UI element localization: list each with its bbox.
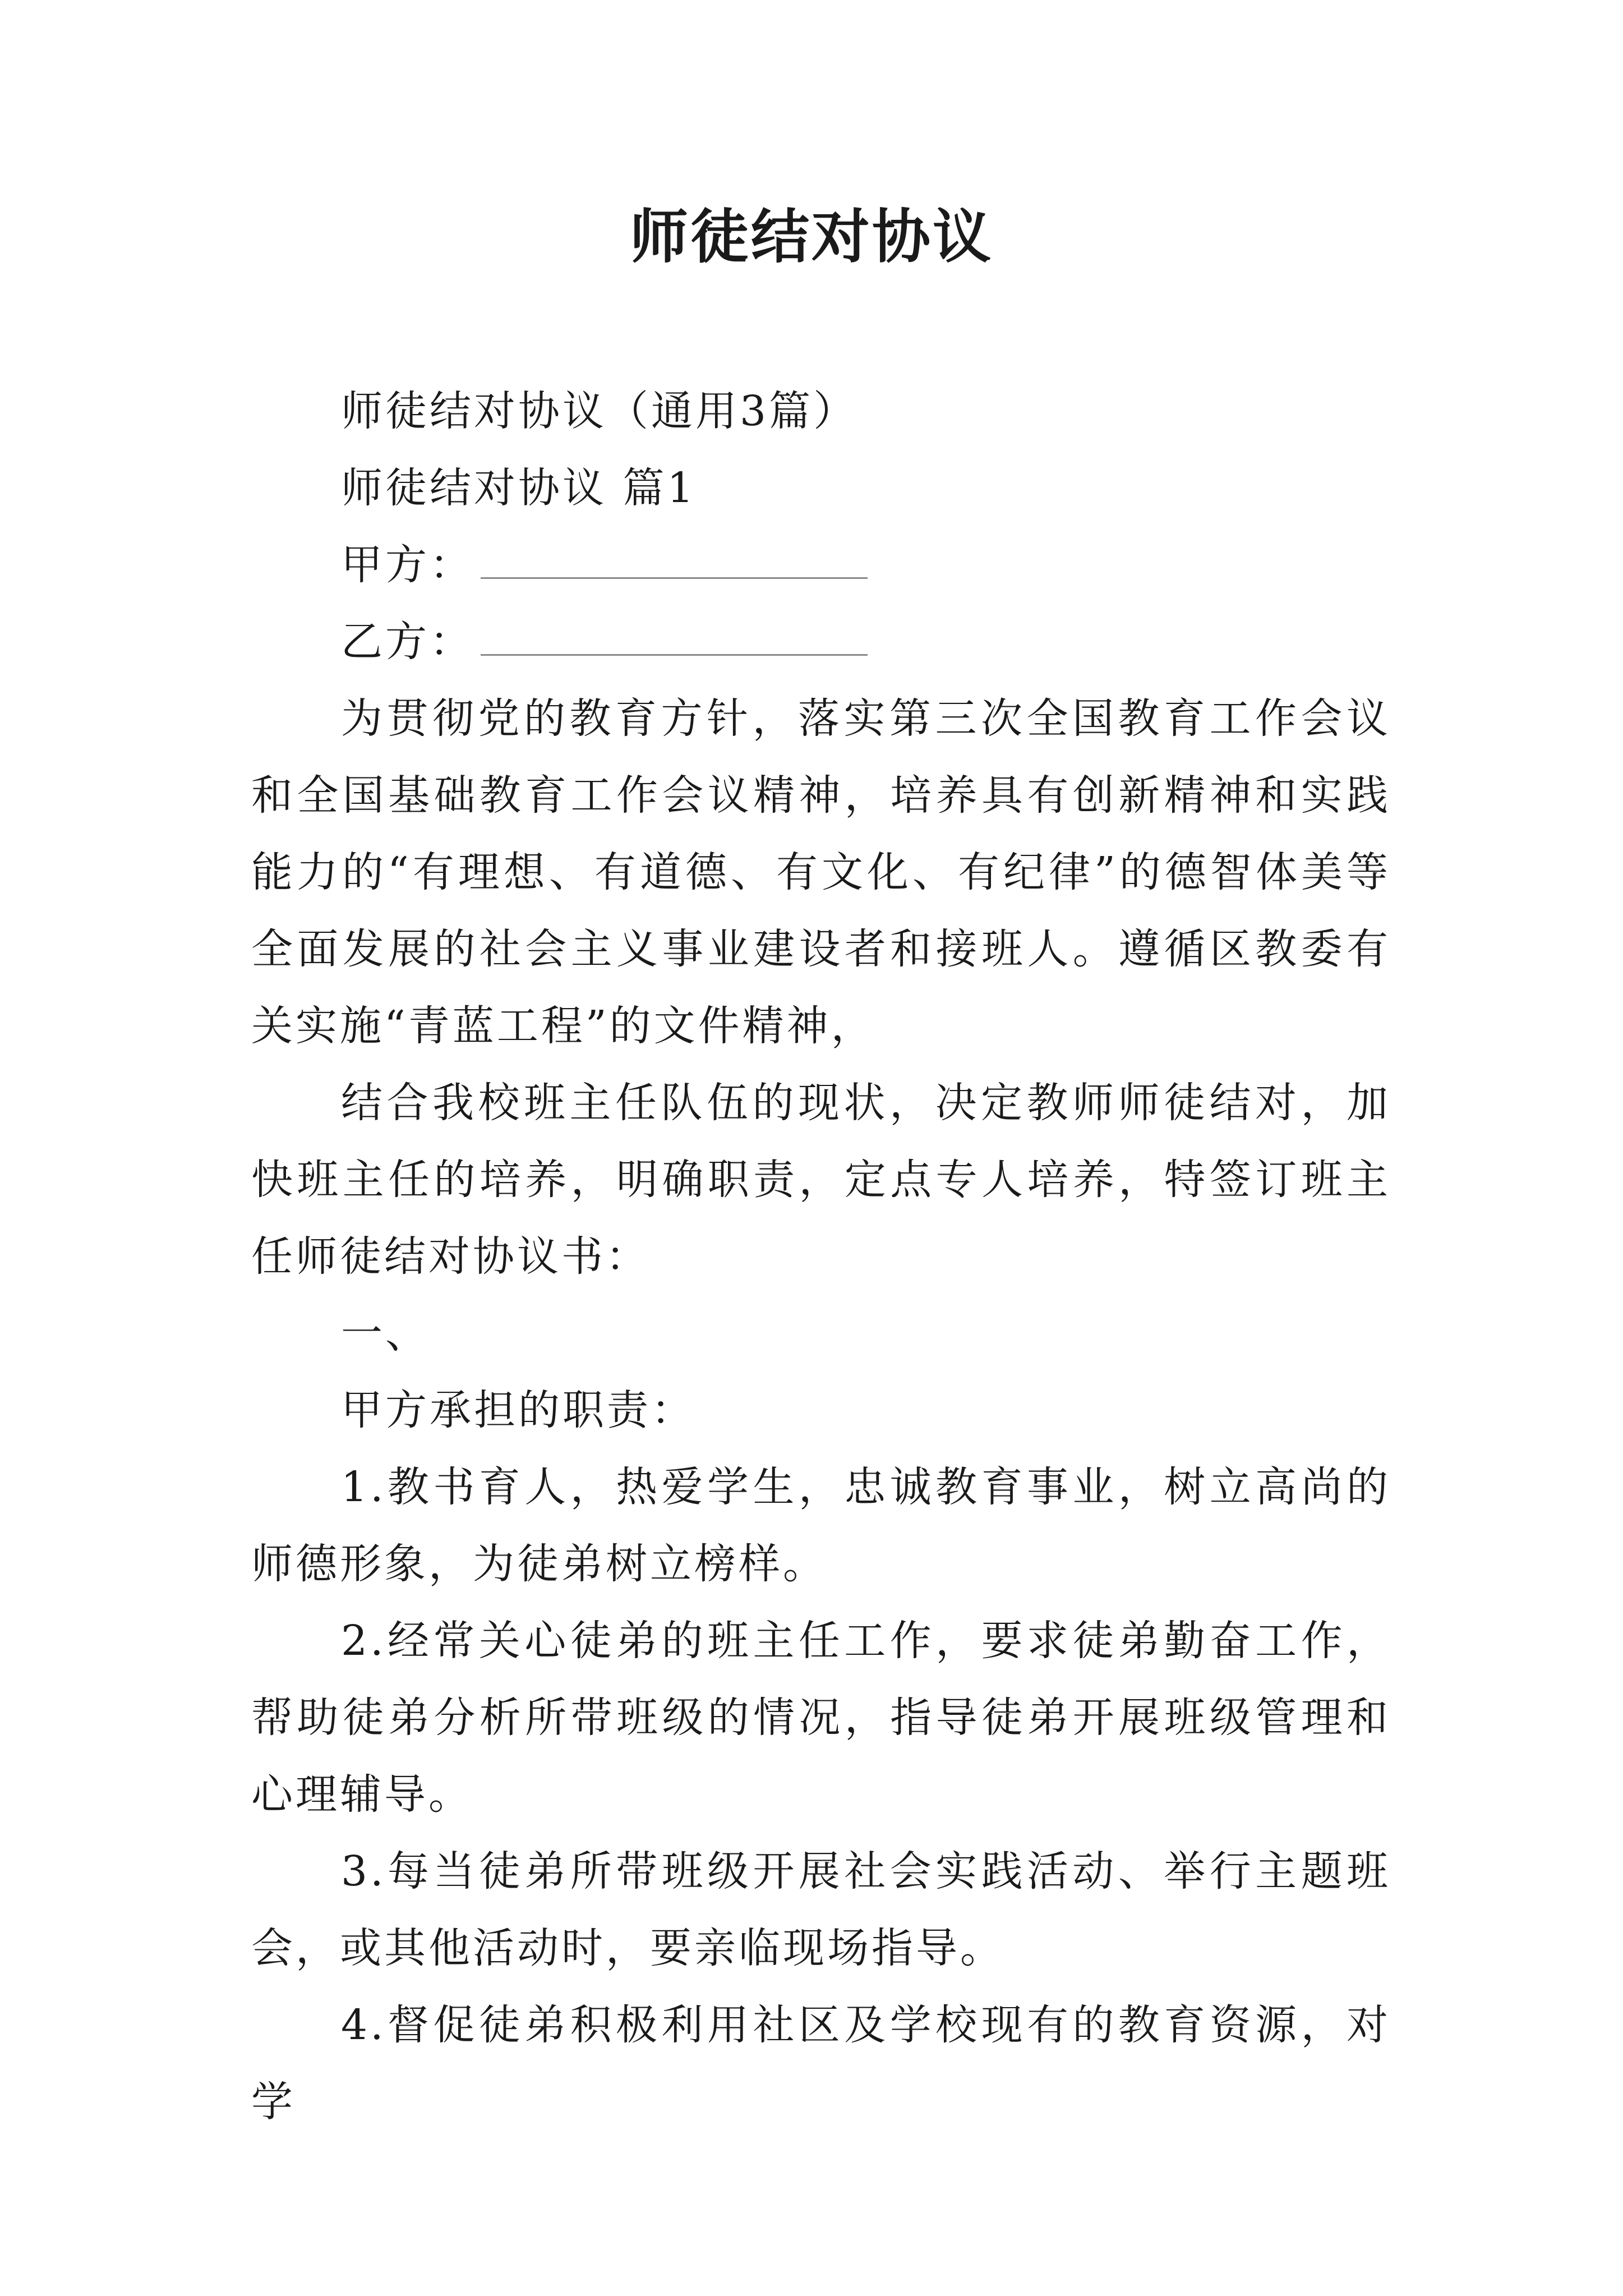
list-item: 2.经常关心徒弟的班主任工作，要求徒弟勤奋工作，帮助徒弟分析所带班级的情况，指导徒弟开展班级管理和心理辅导。 (251, 1617, 1391, 1819)
subtitle-collection: 师徒结对协议（通用3篇） (341, 387, 858, 435)
document-title: 师徒结对协议 (629, 203, 993, 271)
section-heading: 一、 (341, 1309, 430, 1358)
party-b-field (251, 604, 1391, 680)
party-a-blank-line (481, 532, 868, 579)
list-item: 3.每当徒弟所带班级开展社会实践活动、举行主题班会，或其他活动时，要亲临现场指导。 (251, 1847, 1391, 1972)
subtitle-part: 师徒结对协议 篇1 (341, 464, 697, 512)
section-subheading: 甲方承担的职责： (341, 1386, 695, 1434)
party-a-field (251, 527, 1391, 604)
document-body (251, 373, 1391, 2141)
body-paragraph: 为贯彻党的教育方针，落实第三次全国教育工作会议和全国基础教育工作会议精神，培养具有创新精神和实践能力的“有理想、有道德、有文化、有纪律”的德智体美等全面发展的社会主义事业建设者和接班人。遵循区教委有关实施“青蓝工程”的文件精神， (251, 694, 1391, 1050)
party-a-label: 甲方： (341, 541, 474, 589)
party-b-blank-line (481, 609, 868, 656)
list-item: 1.教书育人，热爱学生，忠诚教育事业，树立高尚的师德形象，为徒弟树立榜样。 (251, 1463, 1391, 1588)
list-item: 4.督促徒弟积极利用社区及学校现有的教育资源，对学 (251, 2001, 1391, 2126)
body-paragraph: 结合我校班主任队伍的现状，决定教师师徒结对，加快班主任的培养，明确职责，定点专人培养，特签订班主任师徒结对协议书： (251, 1079, 1391, 1281)
party-b-label: 乙方： (341, 618, 474, 666)
